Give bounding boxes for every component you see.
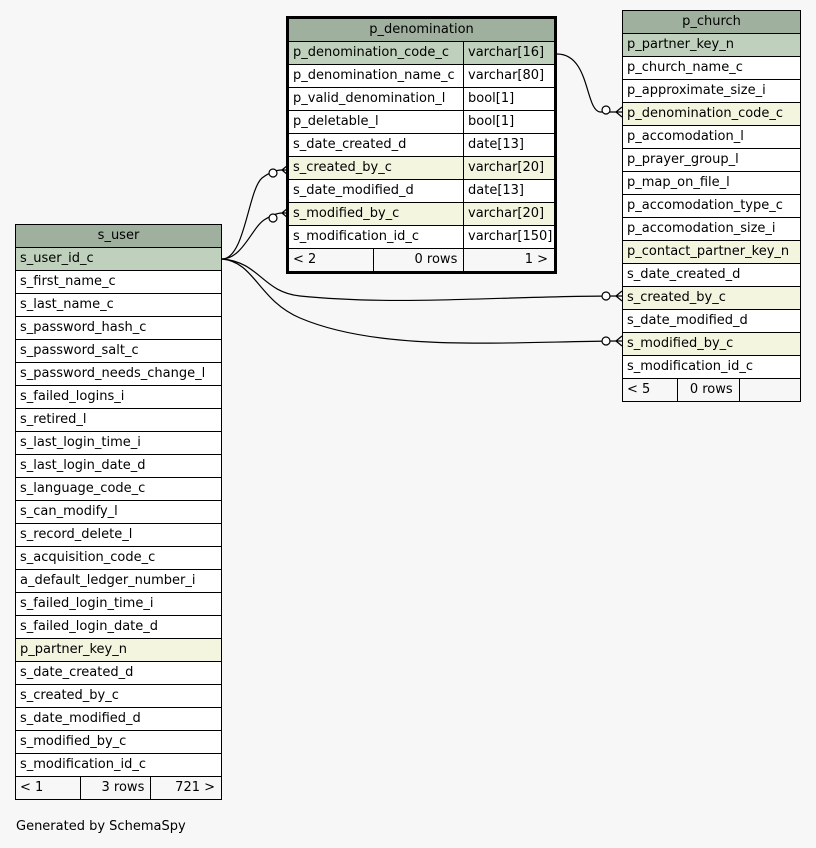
column-name: s_date_created_d <box>293 137 407 152</box>
column-row[interactable] <box>16 754 221 777</box>
column-row[interactable] <box>16 662 221 685</box>
child-count[interactable] <box>739 379 800 401</box>
column-name: p_accomodation_size_i <box>627 221 776 236</box>
column-name: s_date_modified_d <box>293 183 414 198</box>
column-row[interactable] <box>623 80 800 103</box>
column-row[interactable] <box>16 639 221 662</box>
column-row[interactable] <box>623 333 800 356</box>
column-row[interactable] <box>623 310 800 333</box>
column-row[interactable] <box>623 34 800 57</box>
column-row[interactable] <box>623 172 800 195</box>
column-name: s_date_created_d <box>20 665 134 680</box>
column-name: s_failed_login_time_i <box>20 596 154 611</box>
column-row[interactable] <box>16 501 221 524</box>
zero-or-many-marker <box>269 169 277 177</box>
row-count[interactable]: 0 rows <box>373 249 464 271</box>
column-type: varchar[150] <box>463 226 554 248</box>
table-footer <box>289 249 554 271</box>
column-name: s_acquisition_code_c <box>20 550 156 565</box>
table-title[interactable]: p_denomination <box>289 19 554 42</box>
parent-count[interactable]: < 2 <box>293 252 317 267</box>
column-row[interactable] <box>623 126 800 149</box>
column-name: s_password_needs_change_l <box>20 366 206 381</box>
parent-count[interactable]: < 5 <box>627 382 651 397</box>
zero-or-many-marker <box>602 292 610 300</box>
column-row[interactable] <box>623 356 800 379</box>
column-name: s_created_by_c <box>20 688 119 703</box>
column-row[interactable] <box>623 287 800 310</box>
column-row[interactable] <box>623 149 800 172</box>
column-row[interactable] <box>289 134 554 157</box>
column-name: p_prayer_group_l <box>627 152 739 167</box>
column-name: p_accomodation_l <box>627 129 744 144</box>
zero-or-many-marker <box>269 214 277 222</box>
column-name: p_accomodation_type_c <box>627 198 783 213</box>
column-name: s_last_name_c <box>20 297 114 312</box>
table-title[interactable]: p_church <box>623 11 800 34</box>
generated-by-note: Generated by SchemaSpy <box>16 819 186 834</box>
table-footer <box>623 379 800 401</box>
column-name: s_modification_id_c <box>20 757 146 772</box>
table-s-user[interactable] <box>15 224 222 800</box>
column-name: s_password_salt_c <box>20 343 139 358</box>
column-type: bool[1] <box>463 88 554 110</box>
column-row[interactable] <box>623 195 800 218</box>
column-row[interactable] <box>289 203 554 226</box>
column-row[interactable] <box>623 241 800 264</box>
column-name: s_failed_login_date_d <box>20 619 159 634</box>
column-type: date[13] <box>463 134 554 156</box>
column-row[interactable] <box>16 708 221 731</box>
parent-count[interactable]: < 1 <box>20 780 44 795</box>
column-name: s_record_delete_l <box>20 527 133 542</box>
column-name: s_created_by_c <box>627 290 726 305</box>
column-row[interactable] <box>16 593 221 616</box>
column-type: varchar[80] <box>463 65 554 87</box>
column-name: p_deletable_l <box>293 114 379 129</box>
column-row[interactable] <box>16 271 221 294</box>
column-row[interactable] <box>16 570 221 593</box>
column-row[interactable] <box>16 294 221 317</box>
column-row[interactable] <box>623 218 800 241</box>
column-row[interactable] <box>289 88 554 111</box>
column-row[interactable] <box>16 524 221 547</box>
column-row[interactable] <box>623 264 800 287</box>
table-p-denomination[interactable] <box>286 16 557 274</box>
column-row[interactable] <box>16 409 221 432</box>
row-count[interactable]: 0 rows <box>677 379 738 401</box>
column-type: bool[1] <box>463 111 554 133</box>
column-name: s_modified_by_c <box>20 734 127 749</box>
column-row[interactable] <box>623 103 800 126</box>
column-name: s_user_id_c <box>20 251 94 266</box>
column-name: s_created_by_c <box>293 160 392 175</box>
column-type: varchar[20] <box>463 157 554 179</box>
column-row[interactable] <box>16 340 221 363</box>
column-name: s_modified_by_c <box>293 206 400 221</box>
zero-or-many-marker <box>602 106 610 114</box>
zero-or-many-marker <box>602 337 610 345</box>
column-name: p_denomination_code_c <box>627 106 784 121</box>
column-row[interactable] <box>16 455 221 478</box>
column-row[interactable] <box>623 57 800 80</box>
column-name: p_contact_partner_key_n <box>627 244 790 259</box>
column-row[interactable] <box>16 386 221 409</box>
table-p-church[interactable] <box>622 10 801 402</box>
column-name: s_last_login_date_d <box>20 458 146 473</box>
column-type: date[13] <box>463 180 554 202</box>
table-footer <box>16 777 221 799</box>
column-row[interactable] <box>16 731 221 754</box>
column-name: s_modification_id_c <box>627 359 753 374</box>
column-row[interactable] <box>16 432 221 455</box>
column-name: a_default_ledger_number_i <box>20 573 196 588</box>
column-name: p_denomination_code_c <box>293 45 450 60</box>
column-name: p_denomination_name_c <box>293 68 455 83</box>
column-name: p_partner_key_n <box>627 37 734 52</box>
column-name: s_can_modify_l <box>20 504 118 519</box>
column-row[interactable] <box>16 317 221 340</box>
column-name: s_retired_l <box>20 412 87 427</box>
column-name: s_failed_logins_i <box>20 389 125 404</box>
column-name: s_first_name_c <box>20 274 116 289</box>
column-name: s_last_login_time_i <box>20 435 141 450</box>
column-name: s_modification_id_c <box>293 229 419 244</box>
column-name: s_date_modified_d <box>627 313 748 328</box>
child-count[interactable]: 721 > <box>150 777 221 799</box>
table-title[interactable]: s_user <box>16 225 221 248</box>
column-row[interactable] <box>16 547 221 570</box>
column-row[interactable] <box>16 685 221 708</box>
column-name: p_partner_key_n <box>20 642 127 657</box>
child-count[interactable]: 1 > <box>463 249 554 271</box>
column-row[interactable] <box>289 180 554 203</box>
column-row[interactable] <box>289 157 554 180</box>
link-denomination-church <box>557 54 616 112</box>
column-name: s_date_modified_d <box>20 711 141 726</box>
column-row[interactable] <box>16 616 221 639</box>
column-row[interactable] <box>289 111 554 134</box>
column-row[interactable] <box>289 226 554 249</box>
row-count[interactable]: 3 rows <box>80 777 151 799</box>
column-name: p_church_name_c <box>627 60 743 75</box>
column-name: s_password_hash_c <box>20 320 147 335</box>
column-name: s_language_code_c <box>20 481 146 496</box>
column-name: p_map_on_file_l <box>627 175 730 190</box>
column-row[interactable] <box>16 478 221 501</box>
column-type: varchar[16] <box>463 42 554 64</box>
column-name: p_approximate_size_i <box>627 83 766 98</box>
column-row[interactable] <box>16 363 221 386</box>
column-row[interactable] <box>16 248 221 271</box>
column-name: p_valid_denomination_l <box>293 91 446 106</box>
column-name: s_date_created_d <box>627 267 741 282</box>
column-type: varchar[20] <box>463 203 554 225</box>
column-row[interactable] <box>289 42 554 65</box>
column-name: s_modified_by_c <box>627 336 734 351</box>
column-row[interactable] <box>289 65 554 88</box>
